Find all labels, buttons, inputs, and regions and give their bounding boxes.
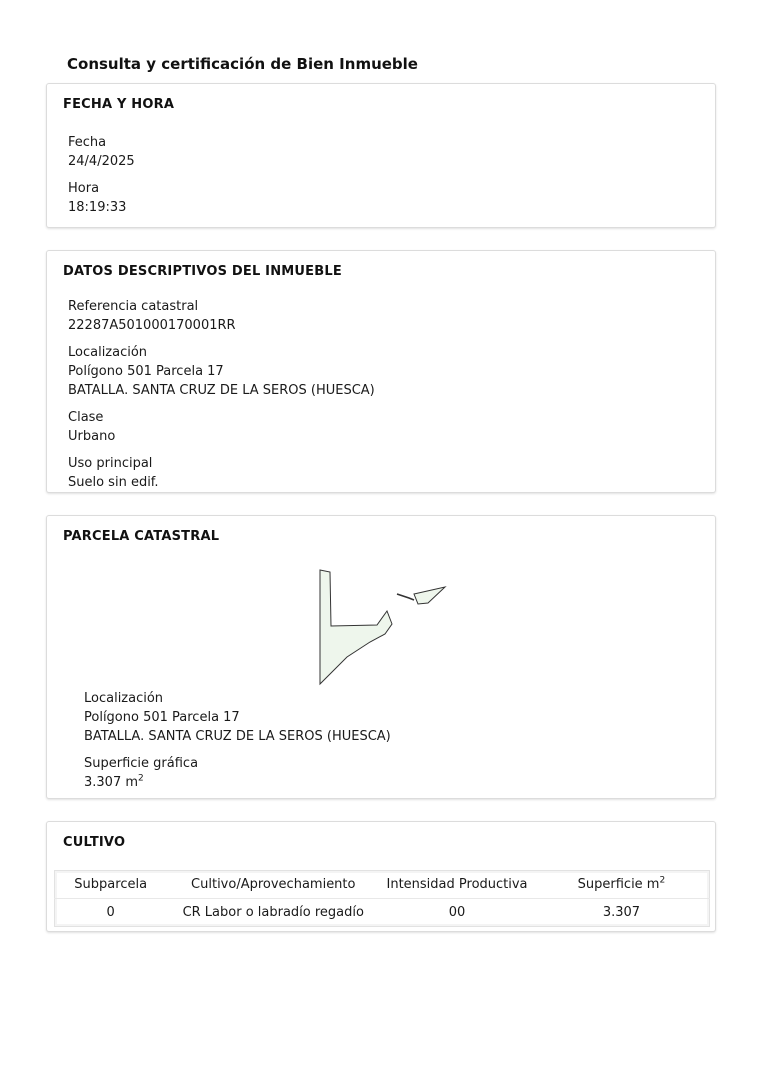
superficie-label: Superficie gráfica <box>84 756 199 771</box>
header-cultivo: Cultivo/Aprovechamiento <box>191 877 356 892</box>
fecha-value: 24/4/2025 <box>68 154 135 169</box>
uso-label: Uso principal <box>68 456 153 471</box>
cell-cultivo: CR Labor o labradío regadío <box>166 899 380 927</box>
cultivo-table <box>54 870 710 927</box>
localizacion-line1: Polígono 501 Parcela 17 <box>68 364 224 379</box>
referencia-field <box>68 297 375 335</box>
hora-field <box>68 179 135 217</box>
cultivo-card <box>46 821 716 932</box>
datos-descriptivos-title: DATOS DESCRIPTIVOS DEL INMUEBLE <box>63 264 342 279</box>
header-subparcela: Subparcela <box>74 877 148 892</box>
cell-intensidad: 00 <box>380 899 534 927</box>
parcel-small-edge <box>397 594 414 600</box>
uso-field <box>68 454 375 492</box>
parcela-title: PARCELA CATASTRAL <box>63 529 220 544</box>
fecha-hora-card <box>46 83 716 228</box>
localizacion-field <box>68 343 375 400</box>
fecha-label: Fecha <box>68 135 107 150</box>
header-intensidad: Intensidad Productiva <box>386 877 528 892</box>
parcela-localizacion-line1: Polígono 501 Parcela 17 <box>84 710 240 725</box>
superficie-field <box>84 754 391 792</box>
clase-value: Urbano <box>68 429 116 444</box>
hora-value: 18:19:33 <box>68 200 127 215</box>
header-superficie <box>534 871 710 899</box>
table-row <box>55 899 710 927</box>
superficie-exponent: 2 <box>138 773 144 784</box>
superficie-value-wrap <box>84 773 391 792</box>
page-title: Consulta y certificación de Bien Inmueble <box>67 55 418 73</box>
parcela-card <box>46 515 716 799</box>
hora-label: Hora <box>68 181 100 196</box>
clase-label: Clase <box>68 410 104 425</box>
fecha-field <box>68 133 135 171</box>
header-superficie-label: Superficie m <box>577 877 660 892</box>
cultivo-title: CULTIVO <box>63 835 126 850</box>
header-superficie-exponent: 2 <box>659 875 666 886</box>
localizacion-line2: BATALLA. SANTA CRUZ DE LA SEROS (HUESCA) <box>68 383 375 398</box>
clase-field <box>68 408 375 446</box>
parcela-fields <box>84 689 391 800</box>
superficie-value: 3.307 m <box>84 775 139 790</box>
parcel-main-shape <box>320 570 392 684</box>
fecha-hora-fields <box>68 133 135 225</box>
localizacion-label: Localización <box>68 345 148 360</box>
uso-value: Suelo sin edif. <box>68 475 159 490</box>
parcela-localizacion-field <box>84 689 391 746</box>
parcela-localizacion-label: Localización <box>84 691 164 706</box>
parcel-small-shape <box>414 587 445 604</box>
referencia-value: 22287A501000170001RR <box>68 318 236 333</box>
cell-subparcela: 0 <box>55 899 167 927</box>
fecha-hora-title: FECHA Y HORA <box>63 97 175 112</box>
cultivo-header-row <box>55 871 710 899</box>
cell-superficie: 3.307 <box>534 899 710 927</box>
referencia-label: Referencia catastral <box>68 299 199 314</box>
datos-fields <box>68 297 375 500</box>
datos-descriptivos-card <box>46 250 716 493</box>
parcela-localizacion-line2: BATALLA. SANTA CRUZ DE LA SEROS (HUESCA) <box>84 729 391 744</box>
